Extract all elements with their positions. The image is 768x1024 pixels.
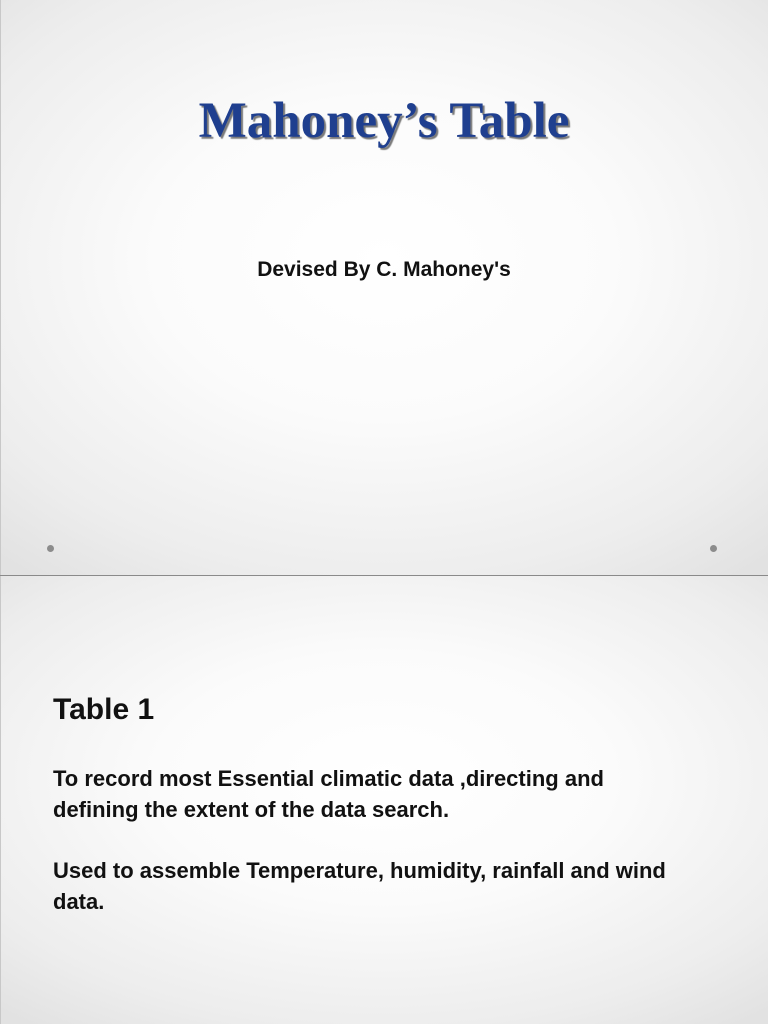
slide-paragraph: Used to assemble Temperature, humidity, rainfall and wind data. [53,858,666,914]
slide-edge [0,576,1,1024]
slide-title: Mahoney’s Table [198,93,570,149]
bullet-dot-left [47,545,54,552]
bullet-dot-right [710,545,717,552]
slide-paragraph: To record most Essential climatic data ,directing and defining the extent of the data search. [53,766,604,822]
slide-heading: Table 1 [53,693,155,726]
content-slide [0,576,768,1024]
slide-edge [0,0,1,575]
slide-subtitle: Devised By C. Mahoney's [257,258,511,281]
